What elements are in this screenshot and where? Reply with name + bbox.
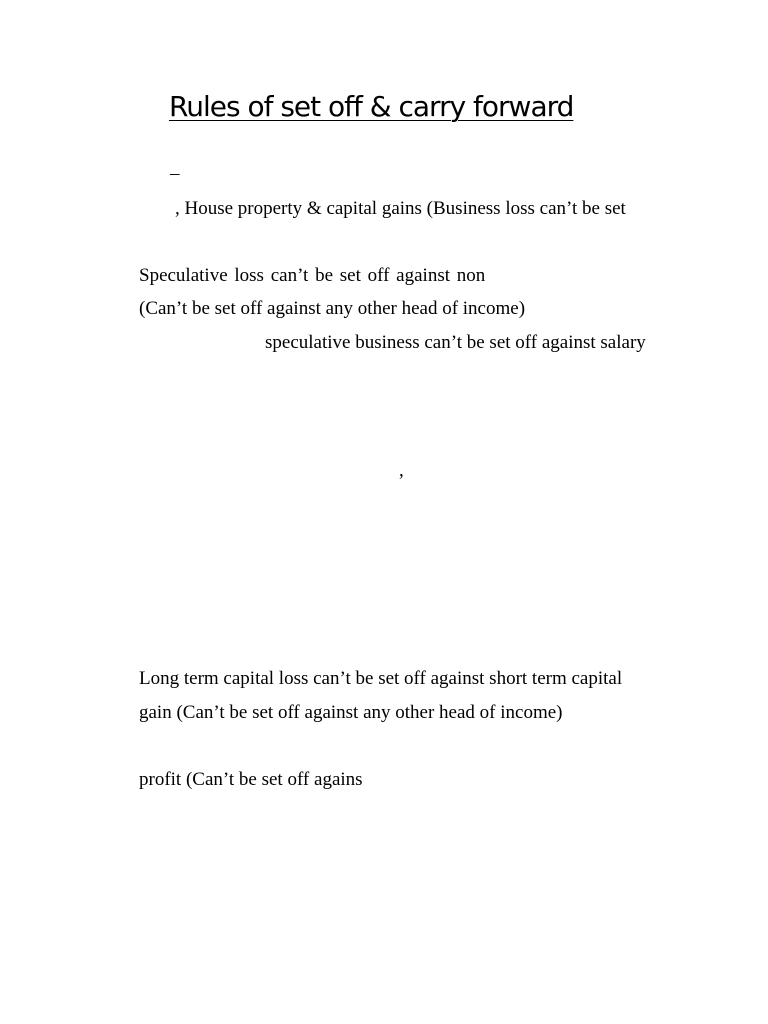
text-line-long-term-loss: Long term capital loss can’t be set off against short term capital [139,668,623,689]
text-line-gain: gain (Can’t be set off against any other head of income) [139,702,563,723]
text-line-speculative-business: speculative business can’t be set off against salary [265,332,646,353]
text-line-dash: – [170,163,180,184]
text-line-speculative-loss: Speculative loss can’t be set off against non [139,265,486,286]
text-line-profit: profit (Can’t be set off agains [139,769,363,790]
text-line-comma: , [399,460,404,481]
document-title: Rules of set off & carry forward [169,90,574,123]
text-line-other-head: (Can’t be set off against any other head of income) [139,298,526,319]
text-line-house-property: , House property & capital gains (Business loss can’t be set [175,198,626,219]
